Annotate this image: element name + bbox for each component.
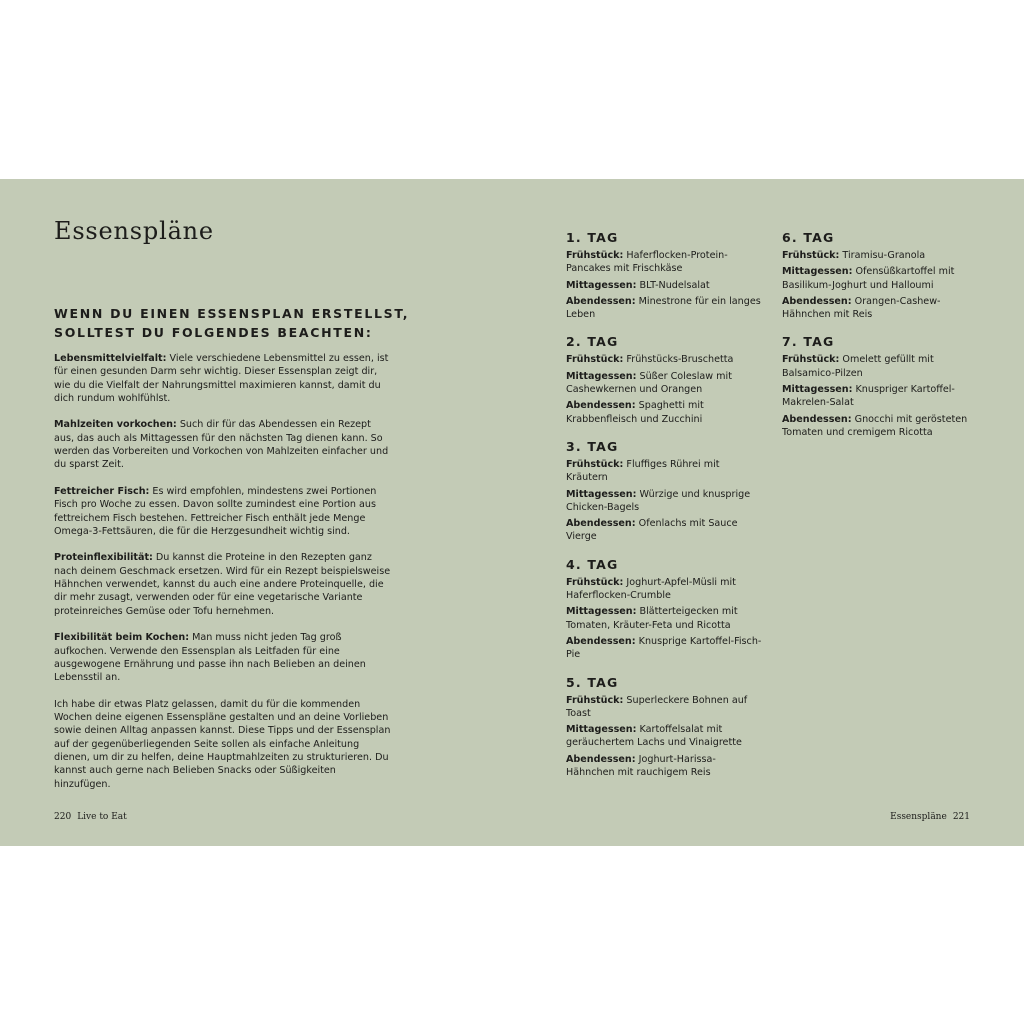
meal-item — [566, 399, 762, 426]
meal-text: Joghurt-Apfel-Müsli mit Haferflocken-Crumble — [566, 576, 736, 602]
meal-label: Mittagessen: — [782, 266, 853, 278]
meal-text: Ofenlachs mit Sauce Vierge — [566, 518, 738, 543]
tip-text: Man muss nicht jeden Tag groß aufkochen. Verwende den Essensplan als Leitfaden für eine ausgewogene Ernährung und passe ihn nach Belieben an deinen Lebensstil an. — [54, 632, 366, 684]
meal-text: Haferflocken-Protein-Pancakes mit Frischkäse — [566, 250, 728, 275]
day-title: 3. TAG — [566, 438, 619, 454]
tip-paragraph — [54, 551, 392, 617]
meal-item — [566, 694, 762, 721]
subheading — [54, 305, 409, 342]
meal-label: Mittagessen: — [566, 488, 637, 500]
meal-label: Abendessen: — [566, 518, 636, 530]
meal-label: Frühstück: — [566, 250, 624, 261]
meal-item — [566, 295, 762, 322]
meal-text: Tiramisu-Granola — [839, 250, 926, 261]
meal-label: Frühstück: — [566, 576, 624, 588]
meal-item — [566, 370, 762, 397]
page-number-left: 220 — [54, 812, 72, 822]
tip-label: Flexibilität beim Kochen: — [54, 632, 190, 644]
meal-item — [782, 265, 978, 292]
meal-label: Mittagessen: — [566, 724, 637, 736]
tip-paragraph — [54, 631, 392, 684]
day-block — [566, 676, 762, 780]
meal-text: Knuspriger Kartoffel-Makrelen-Salat — [782, 384, 955, 409]
meal-item — [566, 517, 762, 544]
tip-label: Fettreicher Fisch: — [54, 485, 150, 497]
meal-label: Frühstück: — [782, 354, 840, 366]
meal-text: BLT-Nudelsalat — [636, 279, 710, 291]
meal-label: Frühstück: — [566, 694, 624, 706]
meal-text: Ofensüßkartoffel mit Basilikum-Joghurt und Halloumi — [782, 266, 955, 291]
meal-text: Omelett gefüllt mit Balsamico-Pilzen — [782, 354, 934, 379]
tip-text: Viele verschiedene Lebensmittel zu essen, ist für einen gesunden Darm sehr wichtig. Dieser Essensplan zeigt dir, wie du die Vielfalt der Nahrungsmittel maximieren kannst, damit du dich rundum wohlfühlst. — [54, 353, 389, 404]
subheading-line-2: SOLLTEST DU FOLGENDES BEACHTEN: — [54, 324, 373, 340]
meal-label: Mittagessen: — [566, 279, 637, 291]
meal-label: Abendessen: — [566, 400, 636, 412]
meal-item — [566, 249, 762, 276]
meal-item — [782, 413, 978, 440]
day-block — [566, 335, 762, 425]
meal-text: Superleckere Bohnen auf Toast — [566, 694, 748, 719]
meal-text: Süßer Coleslaw mit Cashewkernen und Orangen — [566, 370, 732, 396]
page-number-right: 221 — [952, 812, 970, 822]
meal-text: Minestrone für ein langes Leben — [566, 295, 761, 321]
tip-text: Es wird empfohlen, mindestens zwei Portionen Fisch pro Woche zu essen. Davon sollte zumindest eine Portion aus fettreichem Fisch bestehen. Fettreicher Fisch enthält jede Menge Omega-3-Fettsäuren, die für die Herzgesundheit wichtig sind. — [54, 485, 377, 537]
tip-paragraph — [54, 698, 392, 791]
meal-label: Mittagessen: — [566, 370, 637, 382]
meal-plan-column-1 — [566, 231, 762, 793]
meal-label: Mittagessen: — [782, 384, 853, 396]
day-block — [566, 440, 762, 544]
meal-text: Orangen-Cashew-Hähnchen mit Reis — [782, 295, 941, 321]
meal-label: Mittagessen: — [566, 606, 637, 618]
day-block — [566, 231, 762, 321]
meal-item — [782, 249, 978, 262]
tip-label: Mahlzeiten vorkochen: — [54, 419, 177, 431]
day-block — [782, 231, 978, 321]
day-title: 1. TAG — [566, 230, 619, 245]
meal-label: Frühstück: — [782, 250, 840, 261]
day-title: 5. TAG — [566, 674, 619, 690]
meal-text: Spaghetti mit Krabbenfleisch und Zucchini — [566, 400, 704, 425]
tips-text — [54, 352, 392, 804]
meal-text: Fluffiges Rührei mit Kräutern — [566, 458, 720, 484]
meal-label: Abendessen: — [782, 413, 852, 425]
meal-text: Kartoffelsalat mit geräuchertem Lachs und Vinaigrette — [566, 724, 742, 749]
meal-label: Abendessen: — [782, 295, 852, 307]
meal-label: Frühstück: — [566, 354, 624, 366]
tip-label: Lebensmittelvielfalt: — [54, 353, 167, 364]
meal-text: Blätterteigecken mit Tomaten, Kräuter-Feta und Ricotta — [566, 606, 738, 631]
meal-item — [782, 353, 978, 380]
day-block — [566, 558, 762, 662]
page-title: Essenspläne — [54, 217, 214, 245]
meal-text: Joghurt-Harissa-Hähnchen mit rauchigem Reis — [566, 753, 716, 779]
book-spread — [0, 179, 1024, 846]
meal-label: Abendessen: — [566, 295, 636, 307]
tip-text: Du kannst die Proteine in den Rezepten ganz nach deinem Geschmack ersetzen. Wird für ein Rezept beispielsweise Hähnchen verwendet, kannst du auch eine andere Proteinquelle, die dir mehr zusagt, verwenden oder für eine vegetarische Variante proteinreiches Gemüse oder Tofu hernehmen. — [54, 552, 391, 617]
book-title: Live to Eat — [77, 812, 127, 822]
tip-text: Such dir für das Abendessen ein Rezept aus, das auch als Mittagessen für den nächsten Tag dienen kann. So werden das Vorbereiten und Vorkochen von Mahlzeiten einfacher und du sparst Zeit. — [54, 419, 389, 471]
meal-text: Frühstücks-Bruschetta — [623, 354, 734, 366]
tip-paragraph — [54, 418, 392, 471]
tip-paragraph — [54, 352, 392, 405]
meal-label: Abendessen: — [566, 753, 636, 765]
meal-text: Gnocchi mit gerösteten Tomaten und cremigem Ricotta — [782, 413, 968, 438]
tip-paragraph — [54, 485, 392, 538]
footer-left — [54, 812, 127, 823]
meal-text: Würzige und knusprige Chicken-Bagels — [566, 488, 751, 513]
subheading-line-1: WENN DU EINEN ESSENSPLAN ERSTELLST, — [54, 306, 410, 321]
section-title: Essenspläne — [890, 812, 947, 822]
tip-text: Ich habe dir etwas Platz gelassen, damit du für die kommenden Wochen deine eigenen Essenspläne gestalten und an deine Vorlieben sowie deinen Alltag anpassen kannst. Diese Tipps und der Essensplan auf der gegenüberliegenden Seite sollen als einfache Anleitung dienen, um dir zu helfen, deine Hauptmahlzeiten zu strukturieren. Du kannst auch gerne nach Belieben Snacks oder Süßigkeiten hinzufügen. — [54, 698, 391, 790]
meal-item — [566, 488, 762, 515]
meal-item — [566, 723, 762, 750]
meal-label: Frühstück: — [566, 458, 624, 470]
meal-item — [566, 576, 762, 603]
day-title: 7. TAG — [782, 334, 835, 350]
day-title: 2. TAG — [566, 334, 619, 350]
meal-item — [566, 279, 762, 292]
meal-plan-column-2 — [782, 231, 978, 453]
day-title: 4. TAG — [566, 556, 619, 572]
meal-item — [566, 753, 762, 780]
tip-label: Proteinflexibilität: — [54, 552, 153, 564]
meal-item — [566, 458, 762, 485]
meal-item — [566, 635, 762, 662]
footer-right — [890, 812, 970, 823]
meal-item — [566, 353, 762, 366]
meal-item — [566, 605, 762, 632]
meal-item — [782, 295, 978, 322]
day-block — [782, 335, 978, 439]
meal-text: Knusprige Kartoffel-Fisch-Pie — [566, 635, 762, 661]
meal-label: Abendessen: — [566, 635, 636, 647]
day-title: 6. TAG — [782, 230, 835, 245]
meal-item — [782, 383, 978, 410]
